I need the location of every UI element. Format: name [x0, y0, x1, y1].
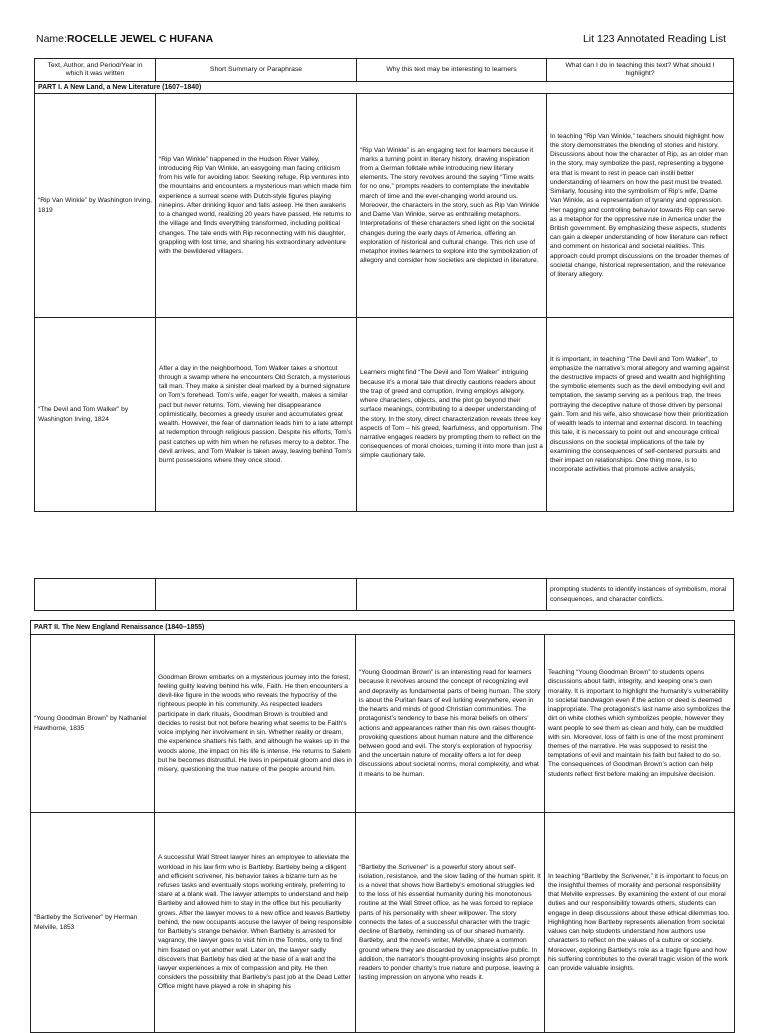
column-header-row — [35, 59, 734, 82]
row-interest: “Young Goodman Brown” is an interesting read for learners because it revolves around the concept of recognizing evil and depravity as fundamental parts of being human. The story is about the Puritan fears of evil lurking everywhere, even in the hearts and minds of good Christian communities. The protagonist’s tendency to base his moral beliefs on others’ actions and appearances rather than his own raises thought-provoking questions about human nature and the difference between good and evil. The story’s exploration of hypocrisy and the uncertain nature of morality offers a lot for deep discussions about societal norms, moral complexity, and what it means to be human. — [356, 635, 545, 813]
col-header-text: Text, Author, and Period/Year in which it was written — [35, 59, 156, 82]
row-teaching-continued: prompting students to identify instances of symbolism, moral consequences, and character conflicts. — [547, 579, 734, 611]
reading-list-table-part1 — [34, 58, 734, 512]
col-header-teaching: What can I do in teaching this text? What should I highlight? — [547, 59, 734, 82]
row-text-title: “The Devil and Tom Walker” by Washington Irving, 1824 — [35, 318, 156, 512]
col-header-interest: Why this text may be interesting to learners — [357, 59, 547, 82]
row-teaching: Teaching “Young Goodman Brown” to students opens discussions about faith, integrity, and keeping one’s own morality. It is important to highlight the humanity’s vulnerability to societal bandwagon even if the action or deed is deemed inappropriate. The protagonist’s last name also symbolizes the dirt on white clothes which symbolizes people, however they want people to see them as clean and holy, can be muddled with sin. Moreover, loss of faith is one of the most prominent themes of the narrative. He was supposed to resist the temptations of evil and maintain his faith but failed to do so. The consequences of Goodman Brown’s action can help students reflect first before making an impulsive decision. — [545, 635, 735, 813]
row-summary: A successful Wall Street lawyer hires an employee to alleviate the workload in his law firm who is Bartleby. Bartleby being a diligent and efficient scrivener, his behavior takes a bizarre turn as he refuses tasks and eventually stops working entirely, preferring to stare at a blank wall. The lawyer attempts to understand and help Bartleby and allowed him to stay in the office but his peculiarity grows. After the lawyer moves to a new office and leaves Bartleby behind, the new occupants accuse the lawyer of being responsible for Bartleby’s strange behavior. When Bartleby is arrested for vagrancy, the lawyer goes to visit him in the Tombs, only to find him fixated on yet another wall. Later on, the lawyer sadly discovers that Bartleby has died at the base of a wall and the lawyer experiences a mix of compassion and pity. He then considers the possibility that Bartleby’s past job at the Dead Letter Office might have played a role in shaping his — [155, 813, 356, 1033]
row-interest: “Bartleby the Scrivener” is a powerful story about self-isolation, resistance, and the slow fading of the human spirit. It is a novel that shows how Bartleby’s emotional struggles led to the loss of his essential humanity during his monotonous routine at the Wall Street office, as he was forced to replace parts of his personality with sheer willpower. The story connects the fates of a successful character with the tragic decline of Bartleby, reminding us of our shared humanity. Bartleby, and the novel’s writer, Melville, share a common ground where they are discarded by unappreciative public. In addition, the narrator’s thought-provoking insights also prompt readers to ponder charity’s true nature and purpose, leaving a lasting impression on anyone who reads it. — [356, 813, 545, 1033]
table-row — [35, 94, 734, 318]
part1-title: PART I. A New Land, a New Literature (1607–1840) — [35, 82, 734, 94]
course-title: Lit 123 Annotated Reading List — [582, 33, 726, 45]
table-row — [35, 579, 734, 611]
row-text-title: “Rip Van Winkle” by Washington Irving, 1819 — [35, 94, 156, 318]
col-header-summary: Short Summary or Paraphrase — [156, 59, 357, 82]
reading-list-table-continuation — [34, 578, 734, 611]
row-summary: “Rip Van Winkle” happened in the Hudson River Valley, introducing Rip Van Winkle, an easygoing man facing criticism from his wife for avoiding labor. Seeking refuge, Rip ventures into the mountains and encounters a mysterious man which made him experience a surreal scene with Dutch-style figures playing ninepins. After drinking liquor and falls asleep. He then awakens to a changed world, realizing 20 years have passed. He returns to the village and finds everything transformed, including political changes. The tale ends with Rip reconnecting with his daughter, grappling with lost time, and sharing his extraordinary adventure with the bewildered villagers. — [156, 94, 357, 318]
row-teaching: In teaching “Rip Van Winkle,” teachers should highlight how the story demonstrates the blending of stories and history. Discussions about how the character of Rip, as an older man in the story, may symbolize the past, representing a bygone era that is meant to rest in peace can instill better understanding of learners on how the past must be treated. Similarly, focusing into the symbolism of Rip’s wife, Dame Van Winkle, as a representation of tyranny and oppression. Her nagging and controlling behavior towards Rip can serve as a metaphor for the oppressive rule in America under the British government. By emphasizing these aspects, students can gain a deeper understanding of how literature can reflect and comment on historical and societal realities. This approach could prompt discussions on the broader themes of societal change, historical representation, and the relevance of literary allegory. — [547, 94, 734, 318]
row-teaching: It is important, in teaching “The Devil and Tom Walker”, to emphasize the narrative’s moral allegory and warning against the destructive impacts of greed and wealth and highlighting the symbolic elements such as the devil embodying evil and temptation, the swamp serving as a perilous trap, the trees portraying the deceptive nature of those driven by personal gain. Tom and his wife, also showcase how their prioritization of wealth leads to internal and external discord. In teaching this tale, it is necessary to point out and encourage critical discussions on the societal implications of the tale by examining the consequences of self-centered pursuits and their impact on relationships. One thing more, is to incorporate activities that promote active analysis, — [547, 318, 734, 512]
name-value: ROCELLE JEWEL C HUFANA — [66, 33, 214, 45]
row-teaching: In teaching “Bartleby the Scrivener,” it is important to focus on the insightful themes of morality and personal responsibility that Melville expresses. By examining the extent of our moral duties and our responsibility towards others, students can engage in deep discussions about these ethical dilemmas too. Highlighting how Bartleby represents alienation from societal values can help students understand how authors use characters to reflect on the values of a culture or society. Moreover, exploring Bartleby’s role as a tragic figure and how his suffering contributes to the overall tragic vision of the work can provide valuable insights. — [545, 813, 735, 1033]
part-heading-row — [35, 82, 734, 94]
row-text-title: “Bartleby the Scrivener” by Herman Melville, 1853 — [31, 813, 155, 1033]
part-heading-row — [31, 621, 735, 635]
row-summary: Goodman Brown embarks on a mysterious journey into the forest, feeling guilty leaving behind his wife, Faith. He then encounters a devil-like figure in the woods who reveals the hypocrisy of the righteous people in his community. As respected leaders participate in dark rituals, Goodman Brown is troubled and decides to resist but not before hearing what seems to be Faith’s voice implying her involvement in sin. Whether reality or dream, the experience shatters his faith, and although he wakes up in the woods alone, the impact on his life is intense. He returns to Salem but he becomes distrustful. He lives in perpetual gloom and dies in misery, questioning the true nature of the people around him. — [155, 635, 356, 813]
student-name — [36, 33, 213, 45]
name-label: Name: — [36, 33, 67, 45]
table-row — [31, 813, 735, 1033]
part2-title: PART II. The New England Renaissance (1840–1855) — [31, 621, 735, 635]
table-row — [31, 635, 735, 813]
row-summary: After a day in the neighborhood, Tom Walker takes a shortcut through a swamp where he encounters Old Scratch, a mysterious tall man. They make a sinister deal marked by a burned signature on Tom’s forehead. Tom’s wife, eager for wealth, makes a similar pact but never returns. Tom, viewing her disappearance optimistically, becomes a greedy usurer and accumulates great wealth. However, the fear of damnation leads him to a late attempt at redemption through religious passion. Despite his efforts, Tom’s past catches up with him when he refuses mercy to a debtor. The devil arrives, and Tom Walker is taken away, leaving behind Tom’s burnt possessions where they once stood. — [156, 318, 357, 512]
row-interest: Learners might find “The Devil and Tom Walker” intriguing because it’s a moral tale that directly cautions readers about the trap of greed and corruption. Irving employs allegory, where characters, objects, and the plot go beyond their surface meanings, contributing to a deeper understanding of the story. In the story, direct characterization reveals three key aspects of Tom – his greed, fearfulness, and opportunism. The narrative engages readers by prompting them to reflect on the consequences of moral choices, turning it into more than just a simple cautionary tale. — [357, 318, 547, 512]
row-text-title: “Young Goodman Brown” by Nathaniel Hawthorne, 1835 — [31, 635, 155, 813]
reading-list-table-part2 — [30, 620, 735, 1033]
table-row — [35, 318, 734, 512]
row-interest: “Rip Van Winkle” is an engaging text for learners because it marks a turning point in literary history, drawing inspiration from a German folktale while introducing new literary elements. The story revolves around the saying “Time waits for no one,” prompts readers to contemplate the inevitable march of time and the ever-changing world around us. Moreover, the characters in the story, such as Rip Van Winkle and Dame Van Winkle, serve as enthralling metaphors. Interpretations of these characters shed light on the societal changes during the early days of America, offering an exploration of historical and cultural change. This rich use of metaphor invites learners to explore into the symbolization of allegory and consider how societies are depicted in literature. — [357, 94, 547, 318]
